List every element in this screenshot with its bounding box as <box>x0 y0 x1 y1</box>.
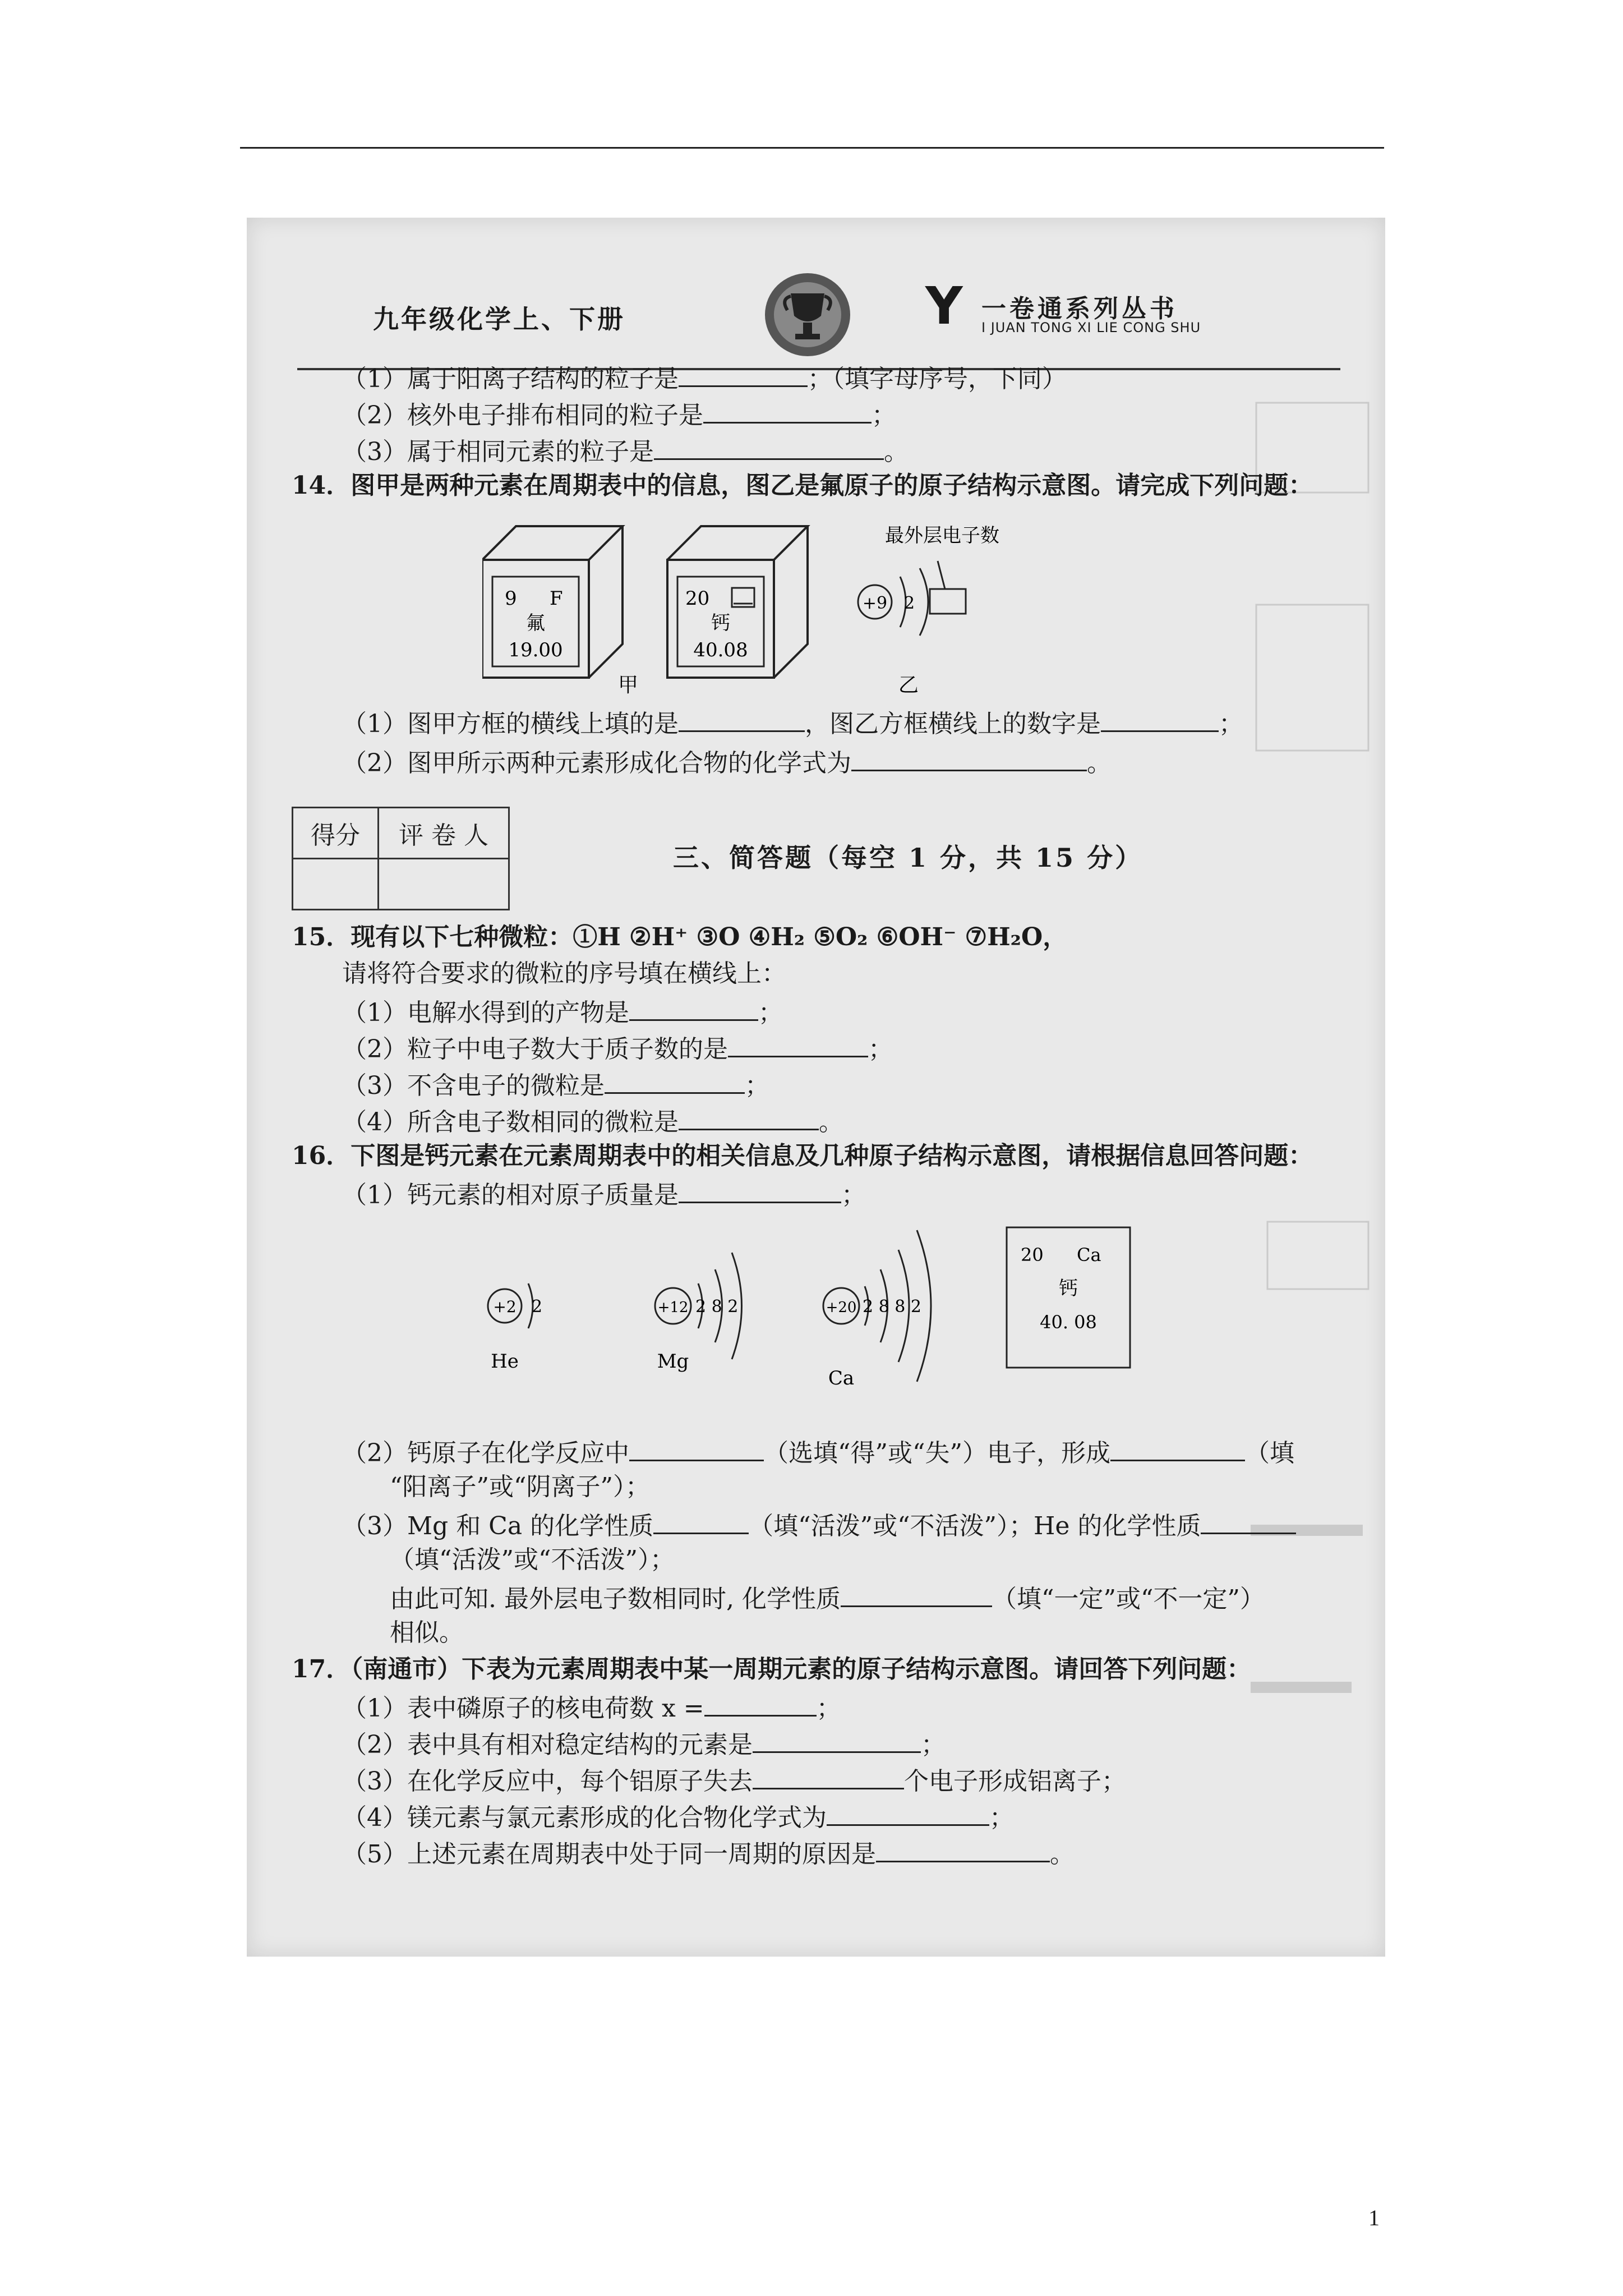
q16-stem: 16．下图是钙元素在元素周期表中的相关信息及几种原子结构示意图，请根据信息回答问题： <box>292 1142 1313 1170</box>
q17-stem: 17．（南通市）下表为元素周期表中某一周期元素的原子结构示意图。请回答下列问题： <box>292 1655 1252 1683</box>
brand-pinyin: I JUAN TONG XI LIE CONG SHU <box>981 320 1201 335</box>
svg-text:钙: 钙 <box>1059 1277 1078 1300</box>
top-rule <box>240 147 1384 149</box>
q14-blank2[interactable] <box>1101 706 1219 732</box>
page-number: 1 <box>1368 2205 1380 2230</box>
f-number: 9 <box>505 587 517 610</box>
q13-line3: （3）属于相同元素的粒子是 。 <box>342 434 909 468</box>
q15-blank3[interactable] <box>605 1068 745 1094</box>
q15-line1: （1）电解水得到的产物是 ； <box>342 995 783 1029</box>
q15-blank1[interactable] <box>629 995 758 1021</box>
q13-blank3[interactable] <box>654 434 884 460</box>
q17-blank1[interactable] <box>704 1690 817 1717</box>
q16-line4: 由此可知. 最外层电子数相同时, 化学性质 （填“一定”或“不一定”） <box>390 1581 1265 1615</box>
trophy-logo-icon <box>763 271 852 358</box>
q16-line2b: “阳离子”或“阴离子”）； <box>390 1473 650 1501</box>
q17-blank3[interactable] <box>753 1763 904 1789</box>
he-label: He <box>491 1350 519 1373</box>
f-symbol: F <box>550 587 563 610</box>
q17-blank5[interactable] <box>876 1836 1050 1862</box>
outer-electron-box[interactable] <box>930 589 966 614</box>
brand-series: 一卷通系列丛书 <box>981 295 1178 323</box>
q15-stem: 15．现有以下七种微粒：①H ②H⁺ ③O ④H₂ ⑤O₂ ⑥OH⁻ ⑦H₂O， <box>292 923 1068 951</box>
q16-blank4[interactable] <box>653 1508 749 1534</box>
score-header: 得分 <box>293 808 379 859</box>
svg-text:+20: +20 <box>826 1299 857 1316</box>
q14-line1: （1）图甲方框的横线上填的是 ，图乙方框横线上的数字是 ； <box>342 706 1243 740</box>
q16-blank5[interactable] <box>1201 1508 1296 1534</box>
q16-line3: （3）Mg 和 Ca 的化学性质 （填“活泼”或“不活泼”）；He 的化学性质 <box>342 1508 1296 1542</box>
q16-blank2[interactable] <box>629 1435 764 1461</box>
calcium-atom-diagram <box>823 1230 931 1389</box>
outer-electron-label: 最外层电子数 <box>885 524 999 547</box>
svg-text:40. 08: 40. 08 <box>1040 1312 1097 1333</box>
score-table <box>292 807 510 910</box>
ca-label: Ca <box>828 1367 855 1389</box>
q15-instruction: 请将符合要求的微粒的序号填在横线上： <box>342 959 786 988</box>
f-name: 氟 <box>526 612 545 634</box>
q14-stem: 14．图甲是两种元素在周期表中的信息，图乙是氟原子的原子结构示意图。请完成下列问题： <box>292 471 1313 500</box>
mg-label: Mg <box>657 1350 689 1373</box>
f-mass: 19.00 <box>508 639 563 661</box>
fluorine-atom-diagram <box>858 524 999 636</box>
calcium-element-box <box>667 526 808 678</box>
svg-text:2 8 2: 2 8 2 <box>695 1297 739 1317</box>
q15-line3: （3）不含电子的微粒是 ； <box>342 1068 769 1102</box>
q14-blank3[interactable] <box>851 745 1087 771</box>
q16-blank3[interactable] <box>1110 1435 1245 1461</box>
svg-text:2: 2 <box>532 1297 543 1317</box>
label-jia: 甲 <box>617 674 639 694</box>
ca-number: 20 <box>685 587 710 610</box>
svg-text:Ca: Ca <box>1077 1244 1101 1266</box>
q15-blank2[interactable] <box>728 1031 868 1057</box>
helium-atom-diagram <box>488 1283 542 1373</box>
svg-text:+12: +12 <box>657 1299 689 1316</box>
q17-blank2[interactable] <box>753 1727 921 1753</box>
q17-line1: （1）表中磷原子的核电荷数 x = ； <box>342 1690 841 1724</box>
svg-text:2: 2 <box>904 593 915 613</box>
calcium-periodic-box <box>1007 1227 1130 1368</box>
q16-line3b: （填“活泼”或“不活泼”）； <box>390 1545 675 1574</box>
q14-figure <box>482 509 1099 694</box>
magnesium-atom-diagram <box>655 1253 742 1373</box>
q17-line5: （5）上述元素在周期表中处于同一周期的原因是 。 <box>342 1836 1075 1870</box>
q13-blank1[interactable] <box>679 361 808 387</box>
ca-mass: 40.08 <box>693 639 748 661</box>
q17-line2: （2）表中具有相对稳定结构的元素是 ； <box>342 1727 946 1761</box>
scanned-page <box>247 218 1385 1957</box>
q13-blank2[interactable] <box>703 397 872 424</box>
ca-name: 钙 <box>711 612 730 634</box>
q15-blank4[interactable] <box>679 1104 819 1130</box>
q17-line4: （4）镁元素与氯元素形成的化合物化学式为 ； <box>342 1800 1014 1834</box>
svg-text:+9: +9 <box>862 593 888 613</box>
q15-line2: （2）粒子中电子数大于质子数的是 ； <box>342 1031 893 1065</box>
q16-atom-diagrams <box>482 1216 1267 1418</box>
q17-line3: （3）在化学反应中，每个铝原子失去 个电子形成铝离子； <box>342 1763 1126 1797</box>
q16-line1: （1）钙元素的相对原子质量是 ； <box>342 1177 866 1211</box>
q16-blank6[interactable] <box>841 1581 992 1607</box>
svg-text:20: 20 <box>1021 1244 1044 1266</box>
q13-line2: （2）核外电子排布相同的粒子是 ； <box>342 397 896 431</box>
q14-blank1[interactable] <box>679 706 805 732</box>
show-through-texture <box>1245 347 1374 1917</box>
svg-text:2 8 8 2: 2 8 8 2 <box>863 1297 921 1317</box>
q13-line1: （1）属于阳离子结构的粒子是 ；（填字母序号，下同） <box>342 361 1067 395</box>
q17-blank4[interactable] <box>827 1800 989 1826</box>
header-left-title: 九年级化学上、下册 <box>373 304 625 334</box>
q14-line2: （2）图甲所示两种元素形成化合物的化学式为 。 <box>342 745 1112 779</box>
svg-text:+2: +2 <box>493 1297 517 1316</box>
q15-line4: （4）所含电子数相同的微粒是 。 <box>342 1104 843 1138</box>
grader-cell[interactable] <box>379 859 509 910</box>
q16-blank1[interactable] <box>679 1177 841 1203</box>
q16-line2: （2）钙原子在化学反应中 （选填“得”或“失”）电子，形成 （填 <box>342 1435 1294 1469</box>
grader-header: 评 卷 人 <box>379 808 509 859</box>
q16-line4b: 相似。 <box>390 1618 464 1647</box>
score-cell[interactable] <box>293 859 379 910</box>
fluorine-element-box <box>482 526 623 678</box>
section-title: 三、简答题（每空 1 分，共 15 分） <box>673 843 1144 873</box>
brand-y: Y <box>925 276 963 336</box>
label-yi: 乙 <box>898 674 919 694</box>
